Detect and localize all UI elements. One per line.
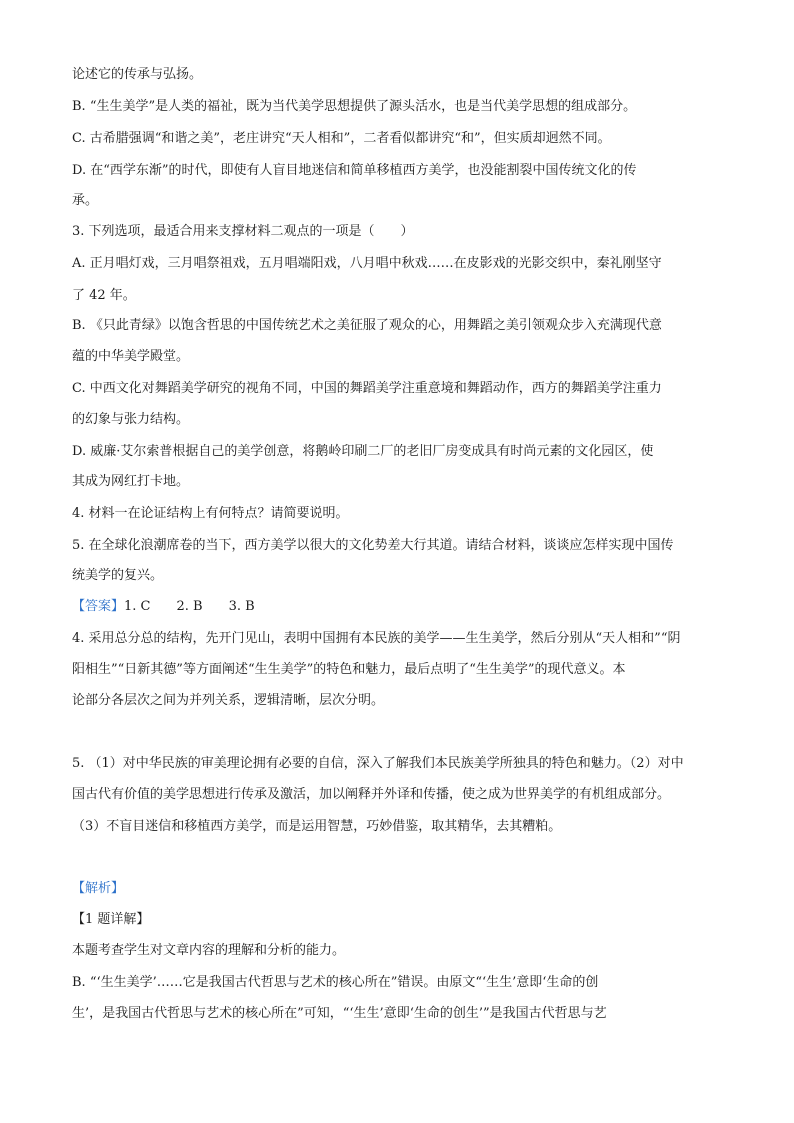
text-line: 论述它的传承与弘扬。 xyxy=(72,67,203,82)
answer-5-line-1: 5. （1）对中华民族的审美理论拥有必要的自信，深入了解我们本民族美学所独具的特色和魅力。（2）对中 xyxy=(72,756,684,771)
answer-5-line-3: （3）不盲目迷信和移植西方美学，而是运用智慧，巧妙借鉴，取其精华，去其糟粕。 xyxy=(72,819,562,834)
question-5: 5. 在全球化浪潮席卷的当下，西方美学以很大的文化势差大行其道。请结合材料，谈谈应怎样实现中国传 xyxy=(72,538,674,553)
text-line: 统美学的复兴。 xyxy=(72,568,164,583)
option-b: B. 《只此青绿》以饱含哲思的中国传统艺术之美征服了观众的心，用舞蹈之美引领观众步入充满现代意 xyxy=(72,318,662,333)
text-line: 本题考查学生对文章内容的理解和分析的能力。 xyxy=(72,943,346,958)
answer-label: 【答案】 xyxy=(72,599,125,614)
option-b: B. “生生美学”是人类的福祉，既为当代美学思想提供了源头活水，也是当代美学思想的组成部分。 xyxy=(72,99,637,114)
text-line: B. “‘生生美学’……它是我国古代哲思与艺术的核心所在”错误。由原文“‘生生’意即‘生命的创 xyxy=(72,975,599,990)
answer-4-line-3: 论部分各层次之间为并列关系，逻辑清晰，层次分明。 xyxy=(72,693,385,708)
text-line: 蕴的中华美学殿堂。 xyxy=(72,349,190,364)
question-4: 4. 材料一在论证结构上有何特点？请简要说明。 xyxy=(72,506,349,521)
option-a: A. 正月唱灯戏，三月唱祭祖戏，五月唱端阳戏，八月唱中秋戏……在皮影戏的光影交织中，秦礼刚坚守 xyxy=(72,256,662,271)
text-line: 其成为网红打卡地。 xyxy=(72,474,190,489)
option-c: C. 古希腊强调“和谐之美”，老庄讲究“天人相和”，二者看似都讲究“和”，但实质却迥然不同。 xyxy=(72,131,611,146)
question-3: 3. 下列选项，最适合用来支撑材料二观点的一项是（ ） xyxy=(72,224,414,239)
text-line: 生’，是我国古代哲思与艺术的核心所在”可知，“‘生生’意即‘生命的创生’”是我国古代哲思与艺 xyxy=(72,1006,607,1021)
analysis-label: 【解析】 xyxy=(72,881,125,896)
option-d: D. 威廉·艾尔索普根据自己的美学创意，将鹅岭印刷二厂的老旧厂房变成具有时尚元素的文化园区，使 xyxy=(72,444,654,459)
text-line: 承。 xyxy=(72,193,99,208)
text-line: 了 42 年。 xyxy=(72,288,136,303)
detail-heading: 【1 题详解】 xyxy=(72,912,150,927)
answer-line xyxy=(72,599,255,615)
answer-4-line-1: 4. 采用总分总的结构，先开门见山，表明中国拥有本民族的美学——生生美学，然后分别从“天人相和”“阴 xyxy=(72,631,681,646)
answer-text: 1. C 2. B 3. B xyxy=(124,599,255,614)
answer-4-line-2: 阳相生”“日新其德”等方面阐述“生生美学”的特色和魅力，最后点明了“生生美学”的现代意义。本 xyxy=(72,662,626,677)
answer-5-line-2: 国古代有价值的美学思想进行传承及激活，加以阐释并外译和传播，使之成为世界美学的有机组成部分。 xyxy=(72,787,671,802)
text-line: 的幻象与张力结构。 xyxy=(72,412,190,427)
option-d: D. 在“西学东渐”的时代，即使有人盲目地迷信和简单移植西方美学，也没能割裂中国传统文化的传 xyxy=(72,163,637,178)
option-c: C. 中西文化对舞蹈美学研究的视角不同，中国的舞蹈美学注重意境和舞蹈动作，西方的舞蹈美学注重力 xyxy=(72,381,662,396)
